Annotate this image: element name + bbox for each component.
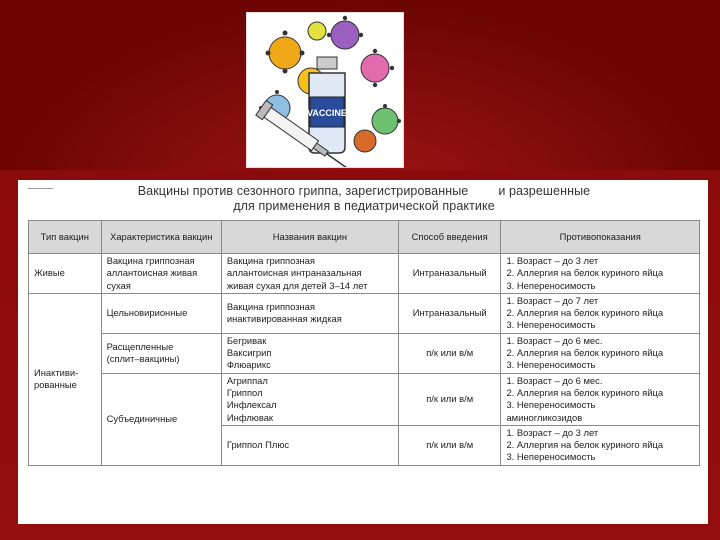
contra-cell xyxy=(501,333,700,373)
name-line: инактивированная жидкая xyxy=(226,313,342,325)
contra-cell xyxy=(501,425,700,465)
contra-line: 3. Непереносимость xyxy=(506,451,596,463)
route-cell: п/к или в/м xyxy=(398,373,501,425)
name-line: Гриппол xyxy=(226,386,263,398)
names-cell xyxy=(221,254,398,294)
route-cell: п/к или в/м xyxy=(398,425,501,465)
contra-line: 1. Возраст – до 6 мес. xyxy=(506,334,603,346)
header-type: Тип вакцин xyxy=(29,221,102,254)
table-row xyxy=(29,333,700,373)
contra-line: 2. Аллергия на белок куриного яйца xyxy=(506,439,664,451)
contra-line: 2. Аллергия на белок куриного яйца xyxy=(506,347,664,359)
name-line: Инфлексал xyxy=(226,399,277,411)
route-cell: Интраназальный xyxy=(398,254,501,294)
name-line: живая сухая для детей 3–14 лет xyxy=(226,279,368,291)
type-line: рованные xyxy=(34,379,77,391)
contra-line: 1. Возраст – до 3 лет xyxy=(506,255,599,266)
contra-cell xyxy=(501,373,700,425)
table-header-row xyxy=(29,221,700,254)
name-line: Бегривак xyxy=(226,334,267,346)
table-row xyxy=(29,293,700,333)
names-cell xyxy=(221,373,398,425)
contra-cell xyxy=(501,293,700,333)
characteristic-cell xyxy=(101,254,221,294)
contra-line: 1. Возраст – до 7 лет xyxy=(506,294,599,306)
name-line: Инфлювак xyxy=(226,411,274,423)
characteristic-line: (сплит–вакцины) xyxy=(106,353,180,365)
title-line2: для применения в педиатрической практике xyxy=(233,199,495,213)
vaccine-bottle-syringe-viruses-icon xyxy=(247,13,403,167)
contra-line: 2. Аллергия на белок куриного яйца xyxy=(506,386,664,398)
header-contraindications: Противопоказания xyxy=(501,221,700,254)
header-names: Названия вакцин xyxy=(221,221,398,254)
header-route: Способ введения xyxy=(398,221,501,254)
name-line: Флюарикс xyxy=(226,359,271,371)
contra-line: 1. Возраст – до 6 мес. xyxy=(506,374,603,386)
route-cell: Интраназальный xyxy=(398,293,501,333)
contra-line: 3. Непереносимость xyxy=(506,359,596,371)
name-line: Ваксигрип xyxy=(226,347,272,359)
contra-line: 3. Непереносимость xyxy=(506,279,596,291)
table-row xyxy=(29,254,700,294)
characteristic-line: Субъединичные xyxy=(106,413,178,425)
type-line: Инактиви- xyxy=(34,367,79,379)
characteristic-cell xyxy=(101,333,221,373)
names-cell xyxy=(221,333,398,373)
type-inactivated xyxy=(29,293,102,465)
route-cell: п/к или в/м xyxy=(398,333,501,373)
contra-line: аминогликозидов xyxy=(506,411,583,423)
vaccine-clipart xyxy=(246,12,404,168)
contra-line: 2. Аллергия на белок куриного яйца xyxy=(506,307,664,319)
characteristic-cell xyxy=(101,373,221,465)
names-cell xyxy=(221,293,398,333)
characteristic-line: Расщепленные xyxy=(106,340,174,352)
contra-line: 3. Непереносимость xyxy=(506,399,596,411)
names-cell xyxy=(221,425,398,465)
type-live: Живые xyxy=(29,254,102,294)
table-row xyxy=(29,373,700,425)
contra-line: 3. Непереносимость xyxy=(506,319,596,331)
contra-cell xyxy=(501,254,700,294)
vaccine-table xyxy=(28,220,700,466)
characteristic-line: Цельновирионные xyxy=(106,307,188,319)
title-part1: Вакцины против сезонного гриппа, зарегистрированные xyxy=(137,184,469,198)
characteristic-line: аллантоисная живая xyxy=(106,267,198,279)
name-line: аллантоисная интраназальная xyxy=(226,267,362,279)
characteristic-cell xyxy=(101,293,221,333)
name-line: Агриппал xyxy=(226,374,268,386)
name-line: Вакцина гриппозная xyxy=(226,255,315,266)
contra-line: 2. Аллергия на белок куриного яйца xyxy=(506,267,664,279)
vaccine-table-panel xyxy=(18,180,708,524)
characteristic-line: Вакцина гриппозная xyxy=(106,255,195,266)
name-line: Гриппол Плюс xyxy=(226,439,290,451)
table-title xyxy=(28,184,700,224)
contra-line: 1. Возраст – до 3 лет xyxy=(506,426,599,438)
name-line: Вакцина гриппозная xyxy=(226,301,315,313)
title-part2: и разрешенные xyxy=(498,184,591,198)
header-characteristic: Характеристика вакцин xyxy=(101,221,221,254)
bottle-label: VACCINE xyxy=(307,108,347,118)
characteristic-line: сухая xyxy=(106,279,131,291)
